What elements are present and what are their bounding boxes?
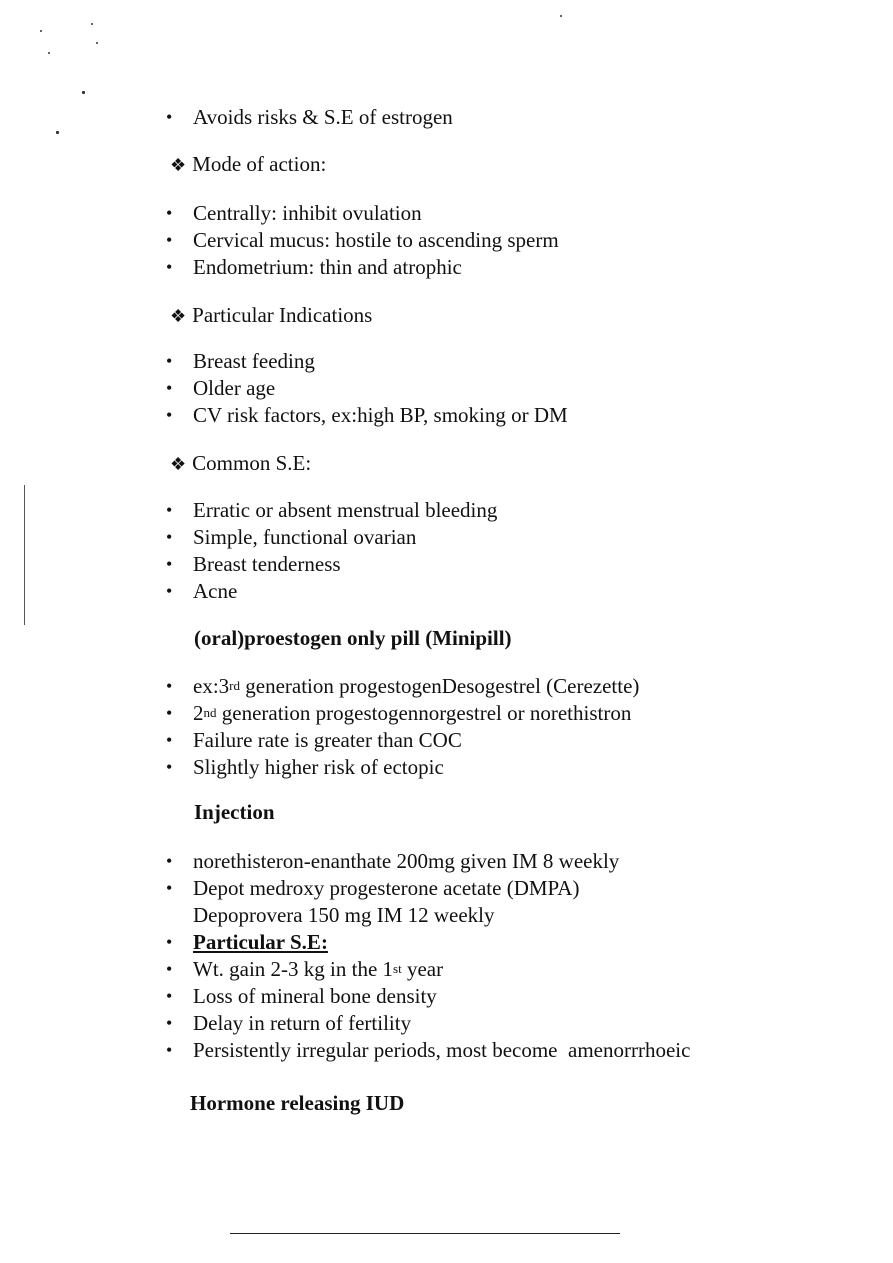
common-se-list [166,497,853,605]
list-item: • Delay in return of fertility [166,1010,853,1037]
section-heading-mode-of-action: ❖ Mode of action: [170,152,327,176]
section-heading-particular-indications: ❖ Particular Indications [170,303,373,327]
intro-list [166,104,853,131]
list-item: • Slightly higher risk of ectopic [166,754,853,781]
list-item: • Depot medroxy progesterone acetate (DMPA) Depoprovera 150 mg IM 12 weekly [166,875,853,929]
iud-heading: Hormone releasing IUD [190,1091,405,1115]
particular-indications-list [166,348,853,429]
list-item: • 2nd generation progestogennorgestrel or norethistron [166,700,853,727]
list-item: • ex:3rd generation progestogenDesogestrel (Cerezette) [166,673,853,700]
section-heading-common-se: ❖ Common S.E: [170,451,312,475]
scan-speck [48,52,50,54]
list-item: • Older age [166,375,853,402]
injection-heading: Injection [194,800,275,824]
list-item: • Cervical mucus: hostile to ascending sperm [166,227,853,254]
list-item: • Failure rate is greater than COC [166,727,853,754]
scan-speck [82,91,85,94]
list-item: • Endometrium: thin and atrophic [166,254,853,281]
margin-line [24,485,25,625]
list-item: • Acne [166,578,853,605]
list-item: • CV risk factors, ex:high BP, smoking or DM [166,402,853,429]
scan-speck [56,131,59,134]
list-item: • Erratic or absent menstrual bleeding [166,497,853,524]
list-item: • Simple, functional ovarian [166,524,853,551]
minipill-list [166,673,853,781]
list-item: • Persistently irregular periods, most become amenorrrhoeic [166,1037,853,1064]
list-item: • Avoids risks & S.E of estrogen [166,104,853,131]
four-diamond-icon: ❖ [170,454,187,474]
scan-speck [91,23,93,25]
list-item: • Breast feeding [166,348,853,375]
list-item: • Breast tenderness [166,551,853,578]
minipill-heading: (oral)proestogen only pill (Minipill) [194,626,512,650]
list-item: • Loss of mineral bone density [166,983,853,1010]
footer-rule [230,1233,620,1234]
list-item-particular-se: • Particular S.E: [166,929,853,956]
list-item: • Centrally: inhibit ovulation [166,200,853,227]
mode-of-action-list [166,200,853,281]
list-item: • norethisteron-enanthate 200mg given IM 8 weekly [166,848,853,875]
list-item: • Wt. gain 2-3 kg in the 1st year [166,956,853,983]
four-diamond-icon: ❖ [170,306,187,326]
scan-speck [40,30,42,32]
four-diamond-icon: ❖ [170,155,187,175]
scan-speck [560,15,562,17]
scan-speck [96,42,98,44]
injection-list [166,848,853,1064]
